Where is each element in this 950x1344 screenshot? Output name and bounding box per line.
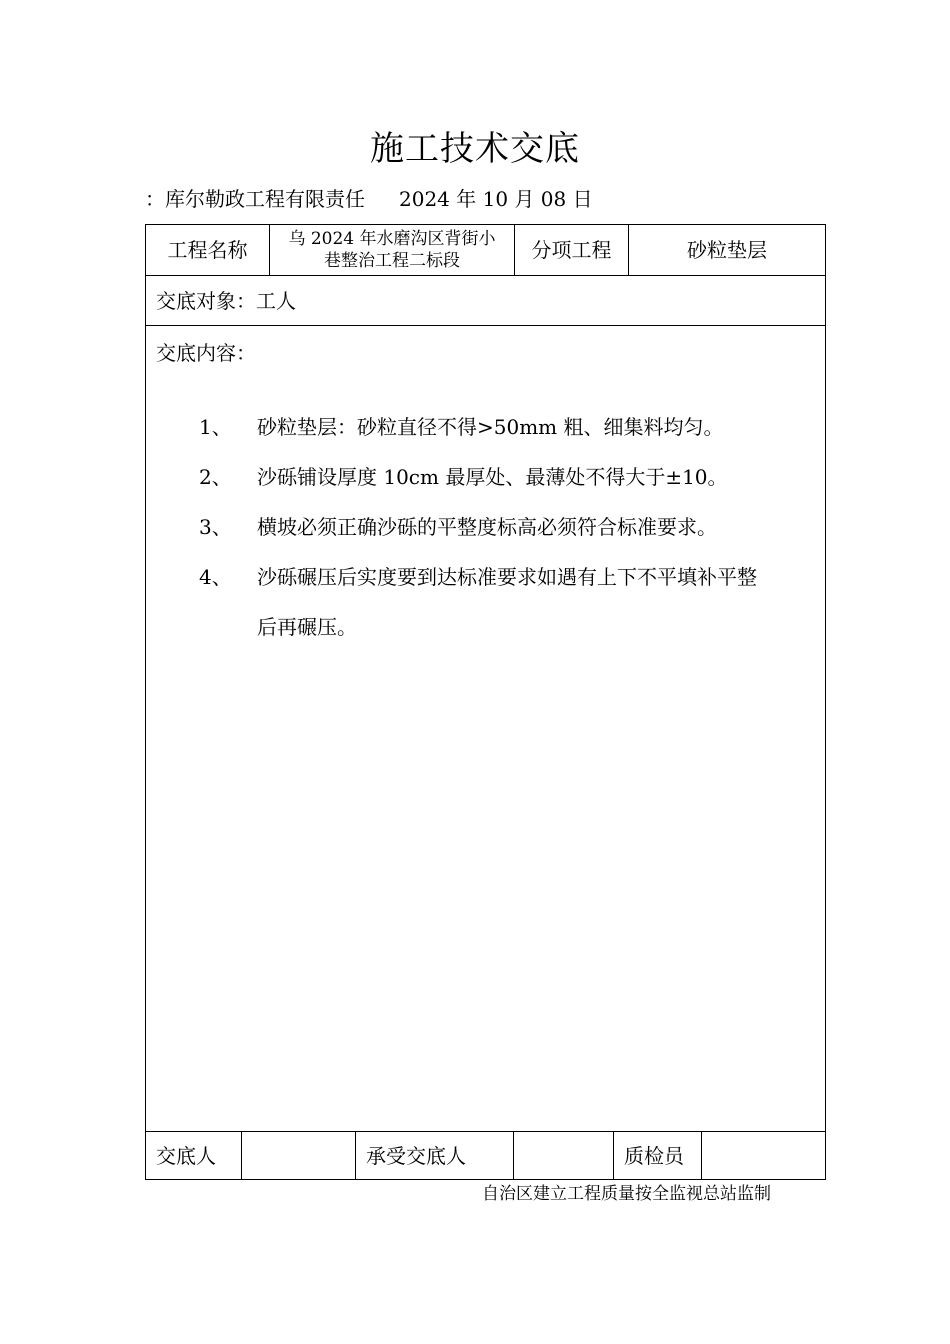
item-number: 3、 bbox=[199, 515, 232, 539]
document-date: 2024 年 10 月 08 日 bbox=[399, 187, 593, 211]
project-name-line-1: 乌 2024 年水磨沟区背街小 bbox=[288, 229, 496, 249]
project-name-label: 工程名称 bbox=[167, 238, 248, 262]
item-number: 4、 bbox=[199, 565, 232, 589]
row-divider bbox=[146, 325, 825, 326]
project-name-value bbox=[270, 225, 514, 275]
inspector-label: 质检员 bbox=[624, 1143, 684, 1168]
supervising-authority: 自治区建立工程质量按全监视总站监制 bbox=[482, 1184, 771, 1204]
document-title: 施工技术交底 bbox=[370, 129, 580, 169]
item-text: 沙砾碾压后实度要到达标准要求如遇有上下不平填补平整 bbox=[257, 565, 757, 589]
sub-project-label: 分项工程 bbox=[531, 238, 612, 262]
company-date-line bbox=[145, 185, 593, 213]
item-text: 沙砾铺设厚度 10cm 最厚处、最薄处不得大于±10。 bbox=[257, 465, 728, 489]
presenter-label: 交底人 bbox=[156, 1143, 216, 1168]
content-label: 交底内容： bbox=[156, 341, 256, 365]
receiver-label: 承受交底人 bbox=[366, 1143, 466, 1168]
item-text-continuation: 后再碾压。 bbox=[257, 615, 357, 639]
sub-project-value: 砂粒垫层 bbox=[687, 238, 767, 262]
receiver-signature-field bbox=[514, 1132, 613, 1179]
item-number: 1、 bbox=[199, 415, 232, 439]
inspector-signature-field bbox=[702, 1132, 825, 1179]
company-name: ：库尔勒政工程有限责任 bbox=[145, 187, 365, 211]
item-text: 砂粒垫层：砂粒直径不得>50mm 粗、细集料均匀。 bbox=[257, 415, 724, 439]
item-text: 横坡必须正确沙砾的平整度标高必须符合标准要求。 bbox=[257, 515, 717, 539]
item-number: 2、 bbox=[199, 465, 232, 489]
disclosure-table bbox=[145, 224, 826, 1180]
disclosure-target: 交底对象：工人 bbox=[156, 288, 296, 313]
project-name-line-2: 巷整治工程二标段 bbox=[324, 251, 460, 271]
presenter-signature-field bbox=[242, 1132, 355, 1179]
